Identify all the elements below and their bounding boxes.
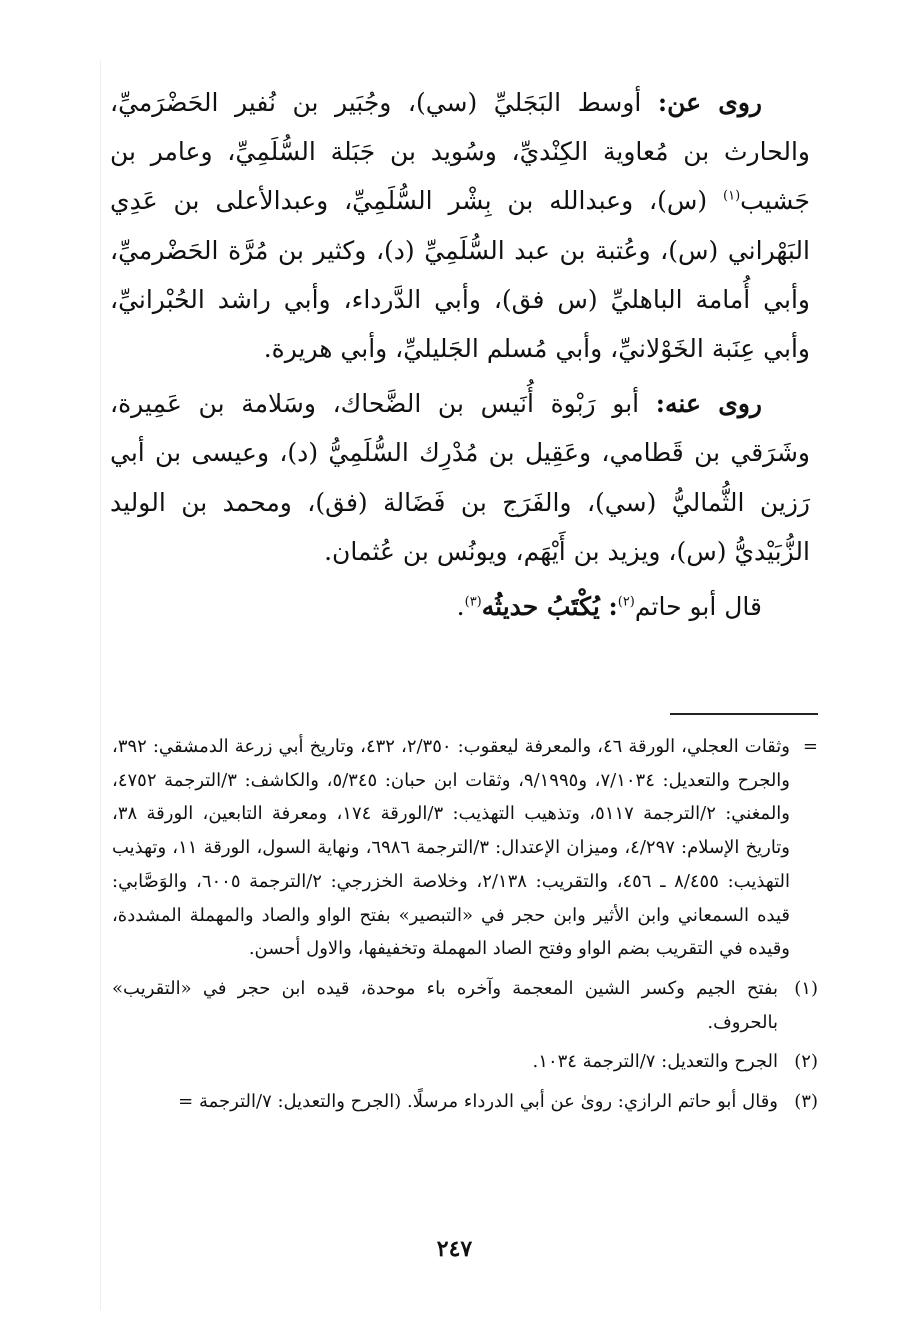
footnote-separator: [670, 713, 818, 715]
footnote-text: وقال أبو حاتم الرازي: روىٰ عن أبي الدرداء مرسلًا. (الجرح والتعديل: ٧/الترجمة =: [178, 1091, 778, 1113]
footnote-ref-3[interactable]: (٣): [464, 594, 482, 610]
footnote-number: (٢): [794, 1051, 818, 1073]
narrated-from-label: روى عن:: [657, 88, 763, 117]
continuation-mark: =: [802, 736, 818, 757]
narrated-by-paragraph: [110, 379, 810, 576]
narrated-from-paragraph: [110, 78, 810, 373]
narrated-by-label: روى عنه:: [655, 389, 762, 419]
continuation-text: وثقات العجلي، الورقة ٤٦، والمعرفة ليعقوب: ٢/٣٥٠، ٤٣٢، وتاريخ أبي زرعة الدمشقي: ٣٩٢، والجرح والتعديل: ٧/١٠٣٤، و٩/١٩٩٥، وثقات ابن حبان: ٥/٣٤٥، والكاشف: ٣/الترجمة ٤٧٥٢، والمغني: ٢/الترجمة ٥١١٧، وتذهيب التهذيب: ٣/الورقة ١٧٤، ومعرفة التابعين، الورقة ٣٨، وتاريخ الإسلام: ٤/٢٩٧، وميزان الإعتدال: ٣/الترجمة ٦٩٨٦، ونهاية السول، الورقة ١١، وتهذيب التهذيب: ٨/٤٥٥ ـ ٤٥٦، والتقريب: ٢/١٣٨، وخلاصة الخزرجي: ٢/الترجمة ٦٠٠٥، والوَصَّابي: قيده السمعاني وابن الأثير وابن حجر في «التبصير» بفتح الواو والصاد والمهملة المشددة، وقيده في التقريب بضم الواو وفتح الصاد المهملة وتخفيفها، والاول أحسن.: [112, 736, 791, 960]
quote-intro: قال أبو حاتم: [634, 592, 762, 622]
narrated-from-text: أوسط البَجَليِّ (سي)، وجُبَير بن نُفير الحَضْرَميِّ، والحارث بن مُعاوية الكِنْديِّ، وسُويد بن جَبَلة السُّلَمِيِّ، وعامر بن جَشيب: [110, 88, 810, 216]
footnotes: [112, 730, 818, 1119]
quote-end: .: [456, 592, 465, 622]
footnote-number: (١): [794, 977, 818, 999]
footnote-continuation: [112, 730, 818, 966]
quote-body: : يُكْتَبُ حديثُه: [481, 592, 618, 622]
abu-hatim-quote: [110, 582, 810, 631]
page-number: ٢٤٧: [436, 1236, 473, 1262]
footnote-3: [112, 1085, 818, 1119]
footnote-text: الجرح والتعديل: ٧/الترجمة ١٠٣٤.: [532, 1051, 778, 1073]
footnote-2: [112, 1045, 818, 1079]
page-edge-shadow: [100, 60, 101, 1310]
narrated-by-text: أبو رَبْوة أُنَيس بن الضَّحاك، وسَلامة بن عَمِيرة، وشَرَقي بن قَطامي، وعَقِيل بن مُدْرِك السُّلَمِيُّ (د)، وعيسى بن أبي رَزين الثُّماليُّ (سي)، والفَرَج بن فَضَالة (فق)، ومحمد بن الوليد الزُّبَيْديُّ (س)، ويزيد بن أَيْهَم، ويونُس بن عُثمان.: [110, 389, 810, 566]
footnote-ref-1[interactable]: (١): [723, 189, 741, 205]
narrated-from-text-continued: (س)، وعبدالله بن بِشْر السُّلَمِيِّ، وعبدالأعلى بن عَدِي البَهْراني (س)، وعُتبة بن عبد السُّلَمِيِّ (د)، وكثير بن مُرَّة الحَضْرميِّ، وأبي أُمامة الباهليِّ (س فق)، وأبي الدَّرداء، وأبي راشد الحُبْرانيِّ، وأبي عِنَبة الخَوْلانيِّ، وأبي مُسلم الجَليليِّ، وأبي هريرة.: [110, 186, 810, 364]
footnote-number: (٣): [794, 1091, 818, 1113]
footnote-text: بفتح الجيم وكسر الشين المعجمة وآخره باء موحدة، قيده ابن حجر في «التقريب» بالحروف.: [112, 977, 778, 1033]
footnote-1: [112, 972, 818, 1039]
footnote-ref-2[interactable]: (٢): [617, 594, 635, 610]
main-text: [110, 78, 810, 631]
